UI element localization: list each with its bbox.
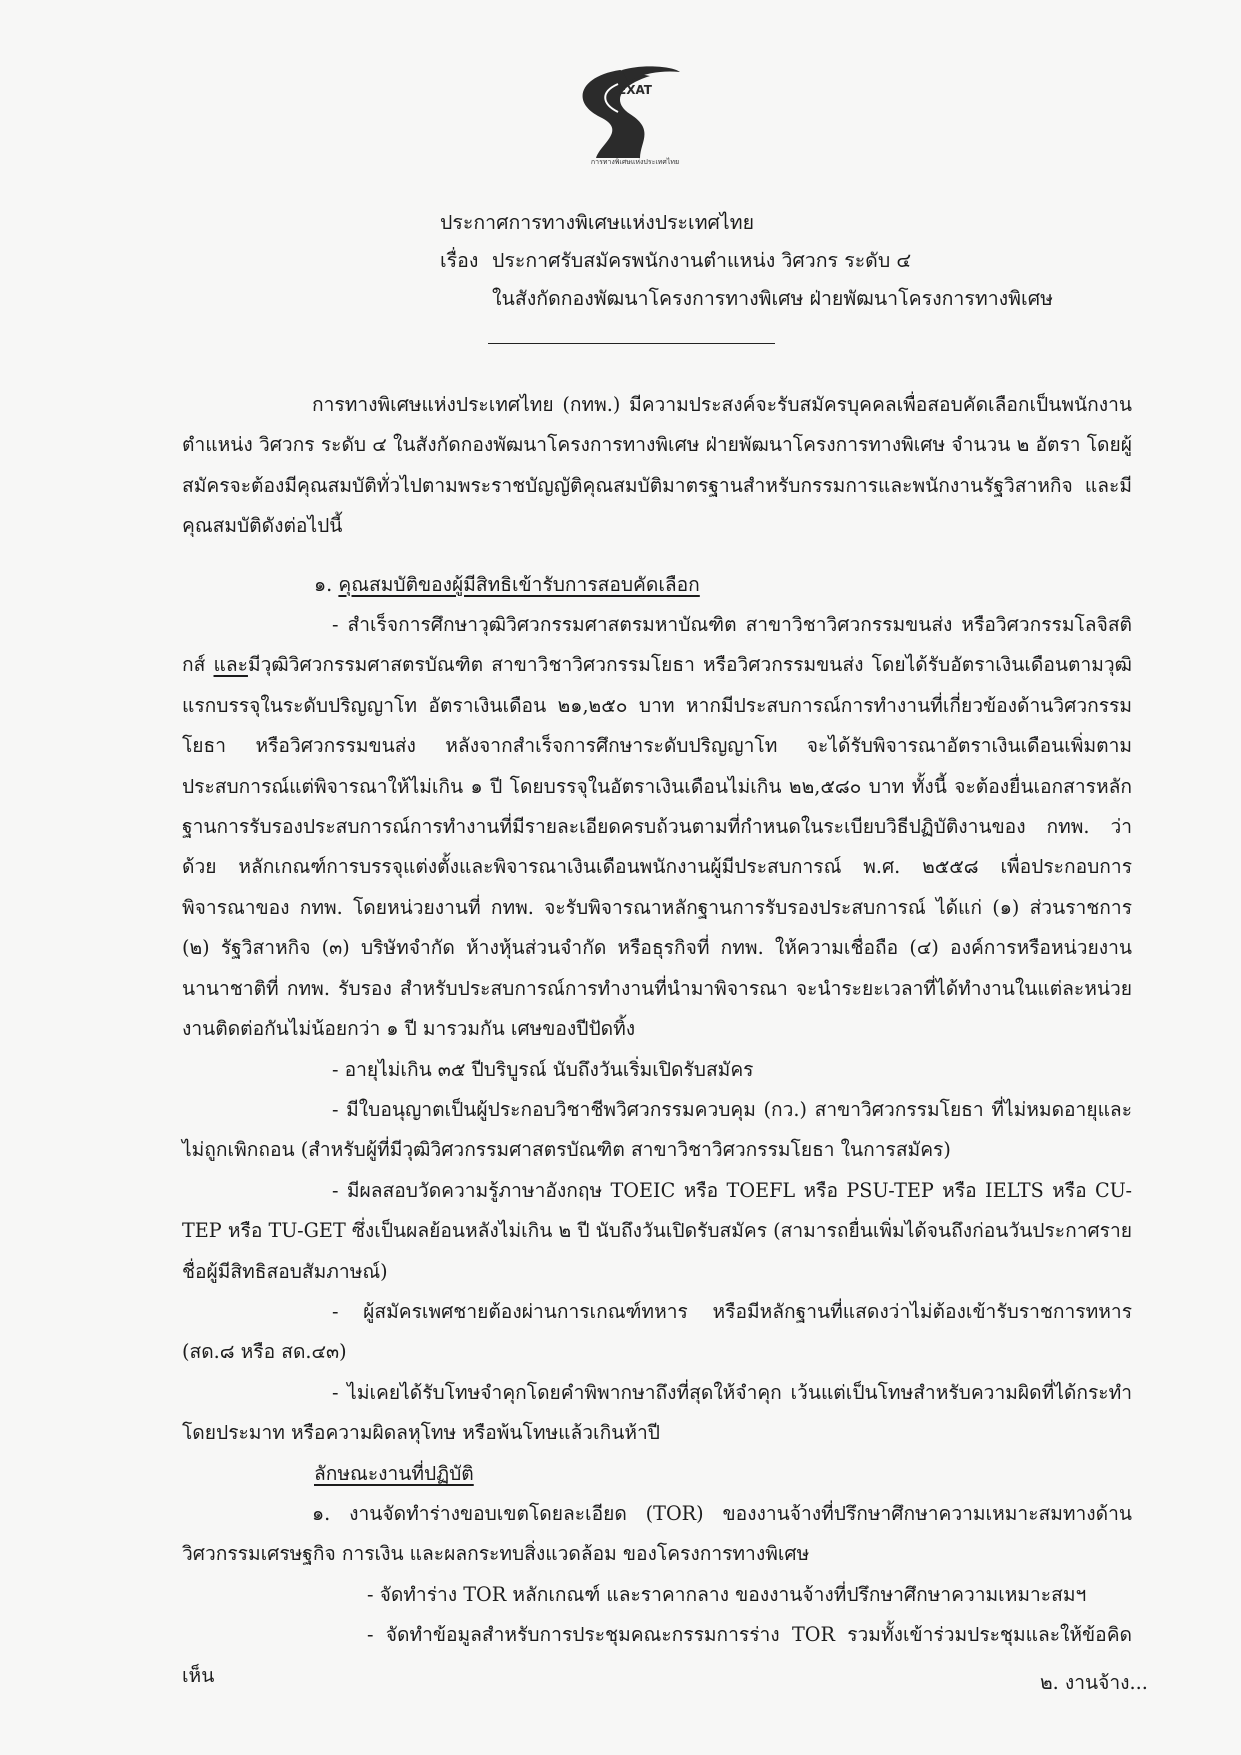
qualification-education-part2: มีวุฒิวิศวกรรมศาสตรบัณฑิต สาขาวิชาวิศวกรรมโยธา หรือวิศวกรรมขนส่ง โดยได้รับอัตราเงินเดือนตามวุฒิแรกบรรจุในระดับปริญญาโท อัตราเงินเดือน ๒๑,๒๕๐ บาท หากมีประสบการณ์การทำงานที่เกี่ยวข้องด้านวิศวกรรมโยธา หรือวิศวกรรมขนส่ง หลังจากสำเร็จการศึกษาระดับปริญญาโท จะได้รับพิจารณาอัตราเงินเดือนเพิ่มตามประสบการณ์แต่พิจารณาให้ไม่เกิน ๑ ปี โดยบรรจุในอัตราเงินเดือนไม่เกิน ๒๒,๕๘๐ บาท ทั้งนี้ จะต้องยื่นเอกสารหลักฐานการรับรองประสบการณ์การทำงานที่มีรายละเอียดครบถ้วนตามที่กำหนดในระเบียบวิธีปฏิบัติงานของ กทพ. ว่าด้วย หลักเกณฑ์การบรรจุแต่งตั้งและพิจารณาเงินเดือนพนักงานผู้มีประสบการณ์ พ.ศ. ๒๕๕๘ เพื่อประกอบการพิจารณาของ กทพ. โดยหน่วยงานที่ กทพ. จะรับพิจารณาหลักฐานการรับรองประสบการณ์ ได้แก่ (๑) ส่วนราชการ (๒) รัฐวิสาหกิจ (๓) บริษัทจำกัด ห้างหุ้นส่วนจำกัด หรือธุรกิจที่ กทพ. ให้ความเชื่อถือ (๔) องค์การหรือหน่วยงานนานาชาติที่ กทพ. รับรอง สำหรับประสบการณ์การทำงานที่นำมาพิจารณา จะนำระยะเวลาที่ได้ทำงานในแต่ละหน่วยงานติดต่อกันไม่น้อยกว่า ๑ ปี มารวมกัน เศษของปีปัดทิ้ง [182, 653, 1132, 1041]
section-2-title: ลักษณะงานที่ปฏิบัติ [314, 1461, 474, 1485]
qualification-education [182, 605, 1132, 1049]
continuation-marker: ๒. งานจ้าง... [1040, 1671, 1148, 1694]
subject-line-1: ประกาศรับสมัครพนักงานตำแหน่ง วิศวกร ระดับ ๔ [492, 249, 912, 272]
logo-text: EXAT [618, 83, 652, 97]
heading-subject [440, 242, 1160, 280]
qualification-english: - มีผลสอบวัดความรู้ภาษาอังกฤษ TOEIC หรือ TOEFL หรือ PSU-TEP หรือ IELTS หรือ CU-TEP หรือ TU-GET ซึ่งเป็นผลย้อนหลังไม่เกิน ๒ ปี นับถึงวันเปิดรับสมัคร (สามารถยื่นเพิ่มได้จนถึงก่อนวันประกาศรายชื่อผู้มีสิทธิสอบสัมภาษณ์) [182, 1178, 1132, 1283]
section-1-heading [182, 565, 1132, 605]
qualification-military: - ผู้สมัครเพศชายต้องผ่านการเกณฑ์ทหาร หรือมีหลักฐานที่แสดงว่าไม่ต้องเข้ารับราชการทหาร (สด.๘ หรือ สด.๔๓) [182, 1299, 1132, 1364]
heading-title: ประกาศการทางพิเศษแห่งประเทศไทย [440, 211, 755, 234]
qualification-education-part1: - สำเร็จการศึกษาวุฒิวิศวกรรมศาสตรมหาบัณฑิต สาขาวิชาวิศวกรรมขนส่ง หรือวิศวกรรมโลจิสติกส์ [182, 613, 1132, 677]
exat-road-icon [560, 62, 710, 162]
subject-label: เรื่อง [440, 249, 479, 272]
logo-caption: การทางพิเศษแห่งประเทศไทย [590, 158, 680, 166]
section-1-number: ๑. [314, 572, 333, 596]
intro-paragraph: การทางพิเศษแห่งประเทศไทย (กทพ.) มีความประสงค์จะรับสมัครบุคคลเพื่อสอบคัดเลือกเป็นพนักงานตำแหน่ง วิศวกร ระดับ ๔ ในสังกัดกองพัฒนาโครงการทางพิเศษ ฝ่ายพัฒนาโครงการทางพิเศษ จำนวน ๒ อัตรา โดยผู้สมัครจะต้องมีคุณสมบัติทั่วไปตามพระราชบัญญัติคุณสมบัติมาตรฐานสำหรับกรรมการและพนักงานรัฐวิสาหกิจ และมีคุณสมบัติดังต่อไปนี้ [182, 393, 1132, 538]
task-1-sub-2: - จัดทำข้อมูลสำหรับการประชุมคณะกรรมการร่าง TOR รวมทั้งเข้าร่วมประชุมและให้ข้อคิดเห็น [182, 1623, 1132, 1687]
exat-logo [560, 62, 710, 182]
subject-line-2: ในสังกัดกองพัฒนาโครงการทางพิเศษ ฝ่ายพัฒนาโครงการทางพิเศษ [492, 287, 1053, 310]
qualification-age: - อายุไม่เกิน ๓๕ ปีบริบูรณ์ นับถึงวันเริ่มเปิดรับสมัคร [332, 1057, 754, 1081]
heading-divider [488, 343, 775, 344]
section-1-title: คุณสมบัติของผู้มีสิทธิเข้ารับการสอบคัดเลือก [338, 572, 700, 596]
announcement-heading [440, 204, 1160, 318]
task-1-sub-1: - จัดทำร่าง TOR หลักเกณฑ์ และราคากลาง ของงานจ้างที่ปรึกษาศึกษาความเหมาะสมฯ [367, 1582, 1087, 1606]
qualification-and: และ [213, 653, 248, 677]
qualification-criminal: - ไม่เคยได้รับโทษจำคุกโดยคำพิพากษาถึงที่สุดให้จำคุก เว้นแต่เป็นโทษสำหรับความผิดที่ได้กระทำโดยประมาท หรือความผิดลหุโทษ หรือพ้นโทษแล้วเกินห้าปี [182, 1380, 1132, 1445]
section-2-heading [182, 1454, 1132, 1494]
announcement-body [182, 385, 1132, 1696]
qualification-license: - มีใบอนุญาตเป็นผู้ประกอบวิชาชีพวิศวกรรมควบคุม (กว.) สาขาวิศวกรรมโยธา ที่ไม่หมดอายุและไม่ถูกเพิกถอน (สำหรับผู้ที่มีวุฒิวิศวกรรมศาสตรบัณฑิต สาขาวิชาวิศวกรรมโยธา ในการสมัคร) [182, 1097, 1132, 1162]
task-1: ๑. งานจัดทำร่างขอบเขตโดยละเอียด (TOR) ของงานจ้างที่ปรึกษาศึกษาความเหมาะสมทางด้านวิศวกรรมเศรษฐกิจ การเงิน และผลกระทบสิ่งแวดล้อม ของโครงการทางพิเศษ [182, 1501, 1132, 1566]
